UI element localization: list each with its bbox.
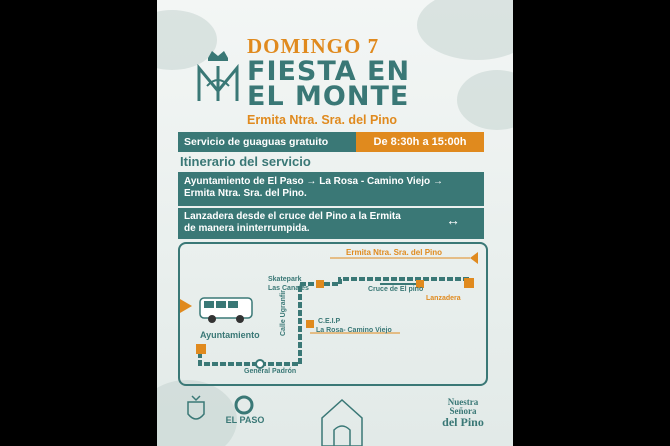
- map-cruce: Cruce de El pino: [368, 286, 424, 293]
- route-line-1: Ayuntamiento de El Paso → La Rosa - Camino Viejo →: [184, 176, 443, 187]
- nuestra-text: Nuestra: [447, 397, 479, 407]
- map-skatepark-1: Skatepark: [268, 276, 302, 283]
- nuestra-senora-logo: [433, 398, 493, 428]
- route-box: [178, 172, 484, 206]
- event-title-line2: EL MONTE: [247, 81, 410, 112]
- event-subtitle: Ermita Ntra. Sra. del Pino: [247, 113, 398, 127]
- ermita-church-icon: [312, 396, 372, 446]
- el-paso-logo-text: EL PASO: [225, 415, 265, 425]
- map-lanzadera: Lanzadera: [426, 295, 461, 302]
- coat-of-arms-icon: [185, 394, 207, 426]
- marian-monogram-icon: [193, 46, 243, 106]
- bus-icon: [198, 296, 254, 324]
- del-pino-text: del Pino: [442, 415, 484, 429]
- service-label: Servicio de guaguas gratuito: [184, 136, 329, 148]
- el-paso-logo-icon: [234, 395, 254, 415]
- itinerary-heading: Itinerario del servicio: [180, 154, 311, 169]
- event-day: DOMINGO 7: [247, 34, 380, 58]
- double-arrow-icon: ↔: [446, 212, 460, 228]
- map-general-padron: General Padrón: [244, 368, 297, 375]
- map-calle: Calle Ugranfir: [280, 290, 287, 336]
- map-ayuntamiento: Ayuntamiento: [200, 330, 260, 340]
- poster: [157, 0, 513, 446]
- senora-text: Señora: [449, 406, 477, 416]
- map-la-rosa: La Rosa- Camino Viejo: [316, 327, 392, 334]
- route-line-2: Ermita Ntra. Sra. del Pino.: [184, 188, 307, 199]
- shuttle-box: [178, 208, 484, 239]
- event-title-line1: FIESTA EN: [247, 56, 411, 87]
- shuttle-line-2: de manera ininterrumpida.: [184, 223, 310, 234]
- title-block: [247, 34, 487, 127]
- map-ceip: C.E.I.P: [318, 318, 341, 325]
- route-map: [178, 242, 488, 386]
- service-bar: [178, 132, 360, 152]
- service-hours: [356, 132, 484, 152]
- map-skatepark-2: Las Canales: [268, 285, 309, 292]
- map-ermita: Ermita Ntra. Sra. del Pino: [346, 248, 443, 257]
- service-hours-text: De 8:30h a 15:00h: [373, 136, 467, 148]
- shuttle-line-1: Lanzadera desde el cruce del Pino a la Ermita: [184, 211, 401, 222]
